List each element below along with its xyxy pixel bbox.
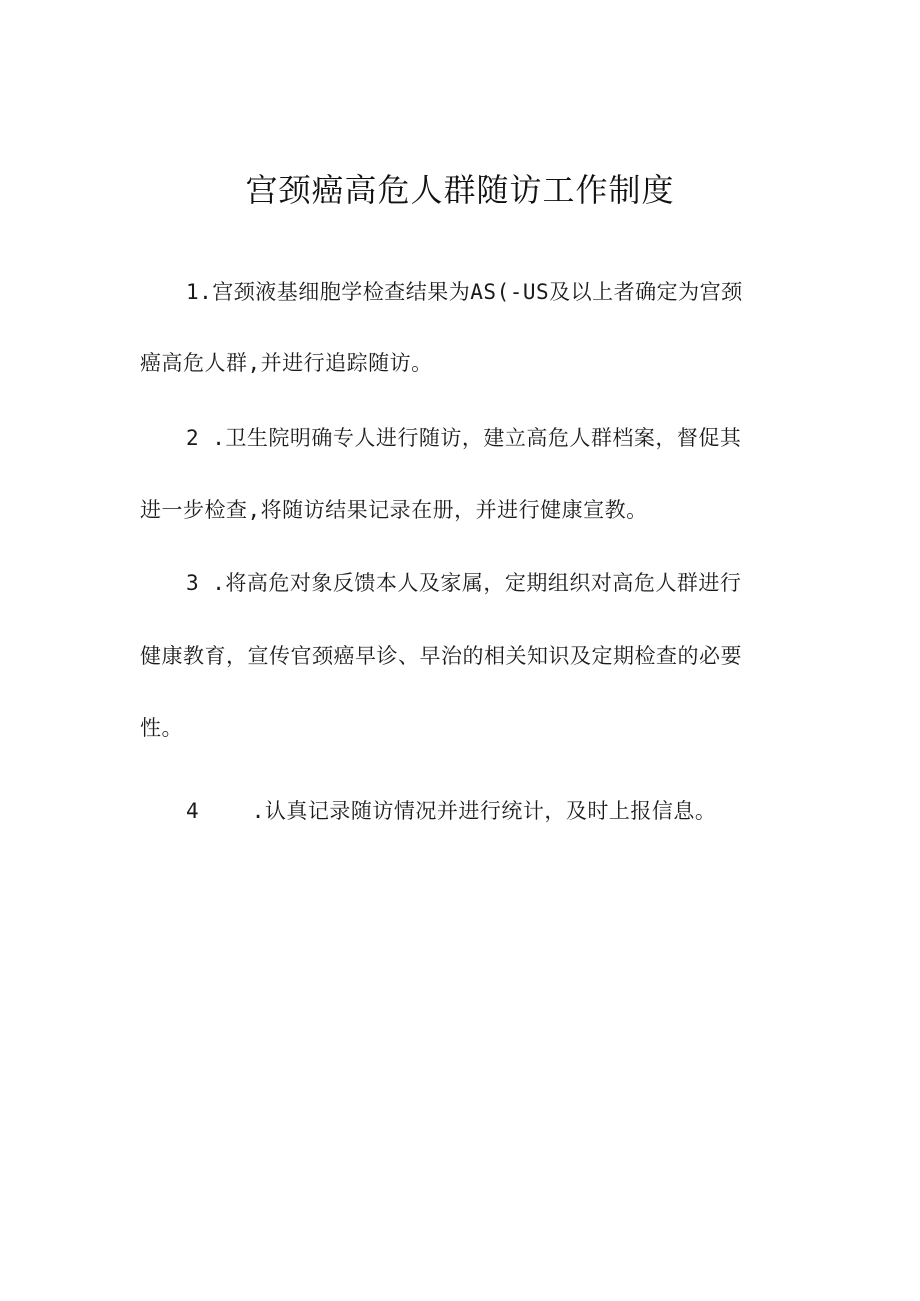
paragraph-1-line-1: 1.宫颈液基细胞学检查结果为AS(-US及以上者确定为宫颈 bbox=[186, 280, 743, 304]
paragraph-3-line-3: 性。 bbox=[140, 716, 183, 740]
document-title: 宫颈癌高危人群随访工作制度 bbox=[245, 171, 675, 209]
paragraph-4-line-1: 4 .认真记录随访情况并进行统计，及时上报信息。 bbox=[186, 799, 717, 823]
paragraph-2-line-1: 2 .卫生院明确专人进行随访，建立高危人群档案，督促其 bbox=[186, 426, 742, 450]
paragraph-1-line-2: 癌高危人群,并进行追踪随访。 bbox=[140, 351, 433, 375]
paragraph-3-line-1: 3 .将高危对象反馈本人及家属，定期组织对高危人群进行 bbox=[186, 571, 742, 595]
document-body bbox=[140, 0, 782, 1301]
paragraph-2-line-2: 进一步检查,将随访结果记录在册，并进行健康宣教。 bbox=[140, 498, 648, 522]
paragraph-3-line-2: 健康教育，宣传官颈癌早诊、早治的相关知识及定期检查的必要 bbox=[140, 644, 742, 668]
